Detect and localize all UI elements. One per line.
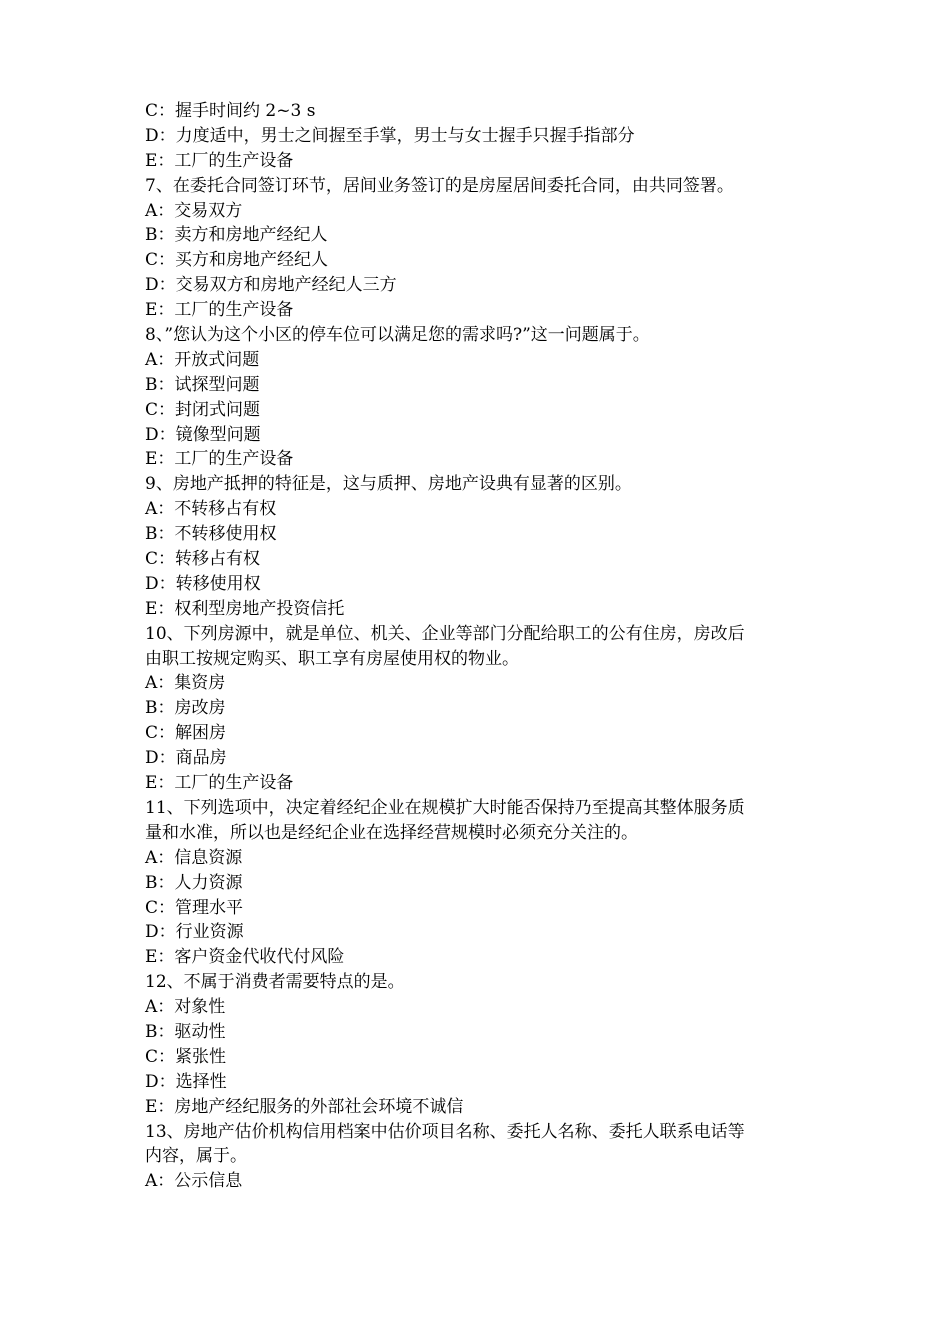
text-line: E：工厂的生产设备 bbox=[145, 773, 294, 794]
text-line: A：信息资源 bbox=[145, 847, 243, 868]
text-line: 量和水准，所以也是经纪企业在选择经营规模时必须充分关注的。 bbox=[145, 822, 638, 843]
text-line: C：转移占有权 bbox=[145, 549, 261, 570]
document-body bbox=[145, 99, 825, 1194]
text-line: E：房地产经纪服务的外部社会环境不诚信 bbox=[145, 1096, 464, 1117]
text-line: C：管理水平 bbox=[145, 897, 244, 918]
text-line: E：工厂的生产设备 bbox=[145, 300, 294, 321]
text-line: B：卖方和房地产经纪人 bbox=[145, 225, 328, 246]
text-line: E：工厂的生产设备 bbox=[145, 449, 294, 470]
text-line: 12、不属于消费者需要特点的是。 bbox=[145, 972, 405, 993]
text-line: D：交易双方和房地产经纪人三方 bbox=[145, 275, 397, 296]
text-line: C：买方和房地产经纪人 bbox=[145, 250, 329, 271]
text-line: E：权利型房地产投资信托 bbox=[145, 598, 345, 619]
text-line: A：不转移占有权 bbox=[145, 499, 277, 520]
text-line: E：客户资金代收代付风险 bbox=[145, 947, 345, 968]
text-line: D：行业资源 bbox=[145, 922, 244, 943]
text-line: A：集资房 bbox=[145, 673, 226, 694]
text-line: 11、下列选项中，决定着经纪企业在规模扩大时能否保持乃至提高其整体服务质 bbox=[145, 797, 745, 818]
text-line: D：选择性 bbox=[145, 1071, 227, 1092]
text-line: B：不转移使用权 bbox=[145, 524, 277, 545]
text-line: C：解困房 bbox=[145, 723, 227, 744]
text-line: D：转移使用权 bbox=[145, 573, 261, 594]
text-line: 13、房地产估价机构信用档案中估价项目名称、委托人名称、委托人联系电话等 bbox=[145, 1121, 745, 1142]
text-line: 10、下列房源中，就是单位、机关、企业等部门分配给职工的公有住房，房改后 bbox=[145, 623, 745, 644]
text-line: 9、房地产抵押的特征是，这与质押、房地产设典有显著的区别。 bbox=[145, 474, 632, 495]
text-line: C：紧张性 bbox=[145, 1046, 227, 1067]
text-line: D：镜像型问题 bbox=[145, 424, 261, 445]
text-line: B：人力资源 bbox=[145, 872, 243, 893]
text-line: A：对象性 bbox=[145, 997, 226, 1018]
text-line: A：开放式问题 bbox=[145, 349, 260, 370]
text-line: E：工厂的生产设备 bbox=[145, 150, 294, 171]
text-line: B：试探型问题 bbox=[145, 374, 260, 395]
text-line: A：交易双方 bbox=[145, 200, 243, 221]
text-line: B：驱动性 bbox=[145, 1021, 226, 1042]
text-line: A：公示信息 bbox=[145, 1171, 243, 1192]
text-line: D：商品房 bbox=[145, 748, 227, 769]
text-line: C：握手时间约 2~3 s bbox=[145, 101, 316, 121]
text-line: 8、”您认为这个小区的停车位可以满足您的需求吗?”这一问题属于。 bbox=[145, 325, 650, 346]
text-line: 7、在委托合同签订环节，居间业务签订的是房屋居间委托合同，由共同签署。 bbox=[145, 175, 734, 196]
text-line: 内容，属于。 bbox=[145, 1146, 247, 1167]
text-line: D：力度适中，男士之间握至手掌，男士与女士握手只握手指部分 bbox=[145, 125, 635, 146]
text-line: B：房改房 bbox=[145, 698, 226, 719]
text-line: 由职工按规定购买、职工享有房屋使用权的物业。 bbox=[145, 648, 519, 669]
text-line: C：封闭式问题 bbox=[145, 399, 261, 420]
